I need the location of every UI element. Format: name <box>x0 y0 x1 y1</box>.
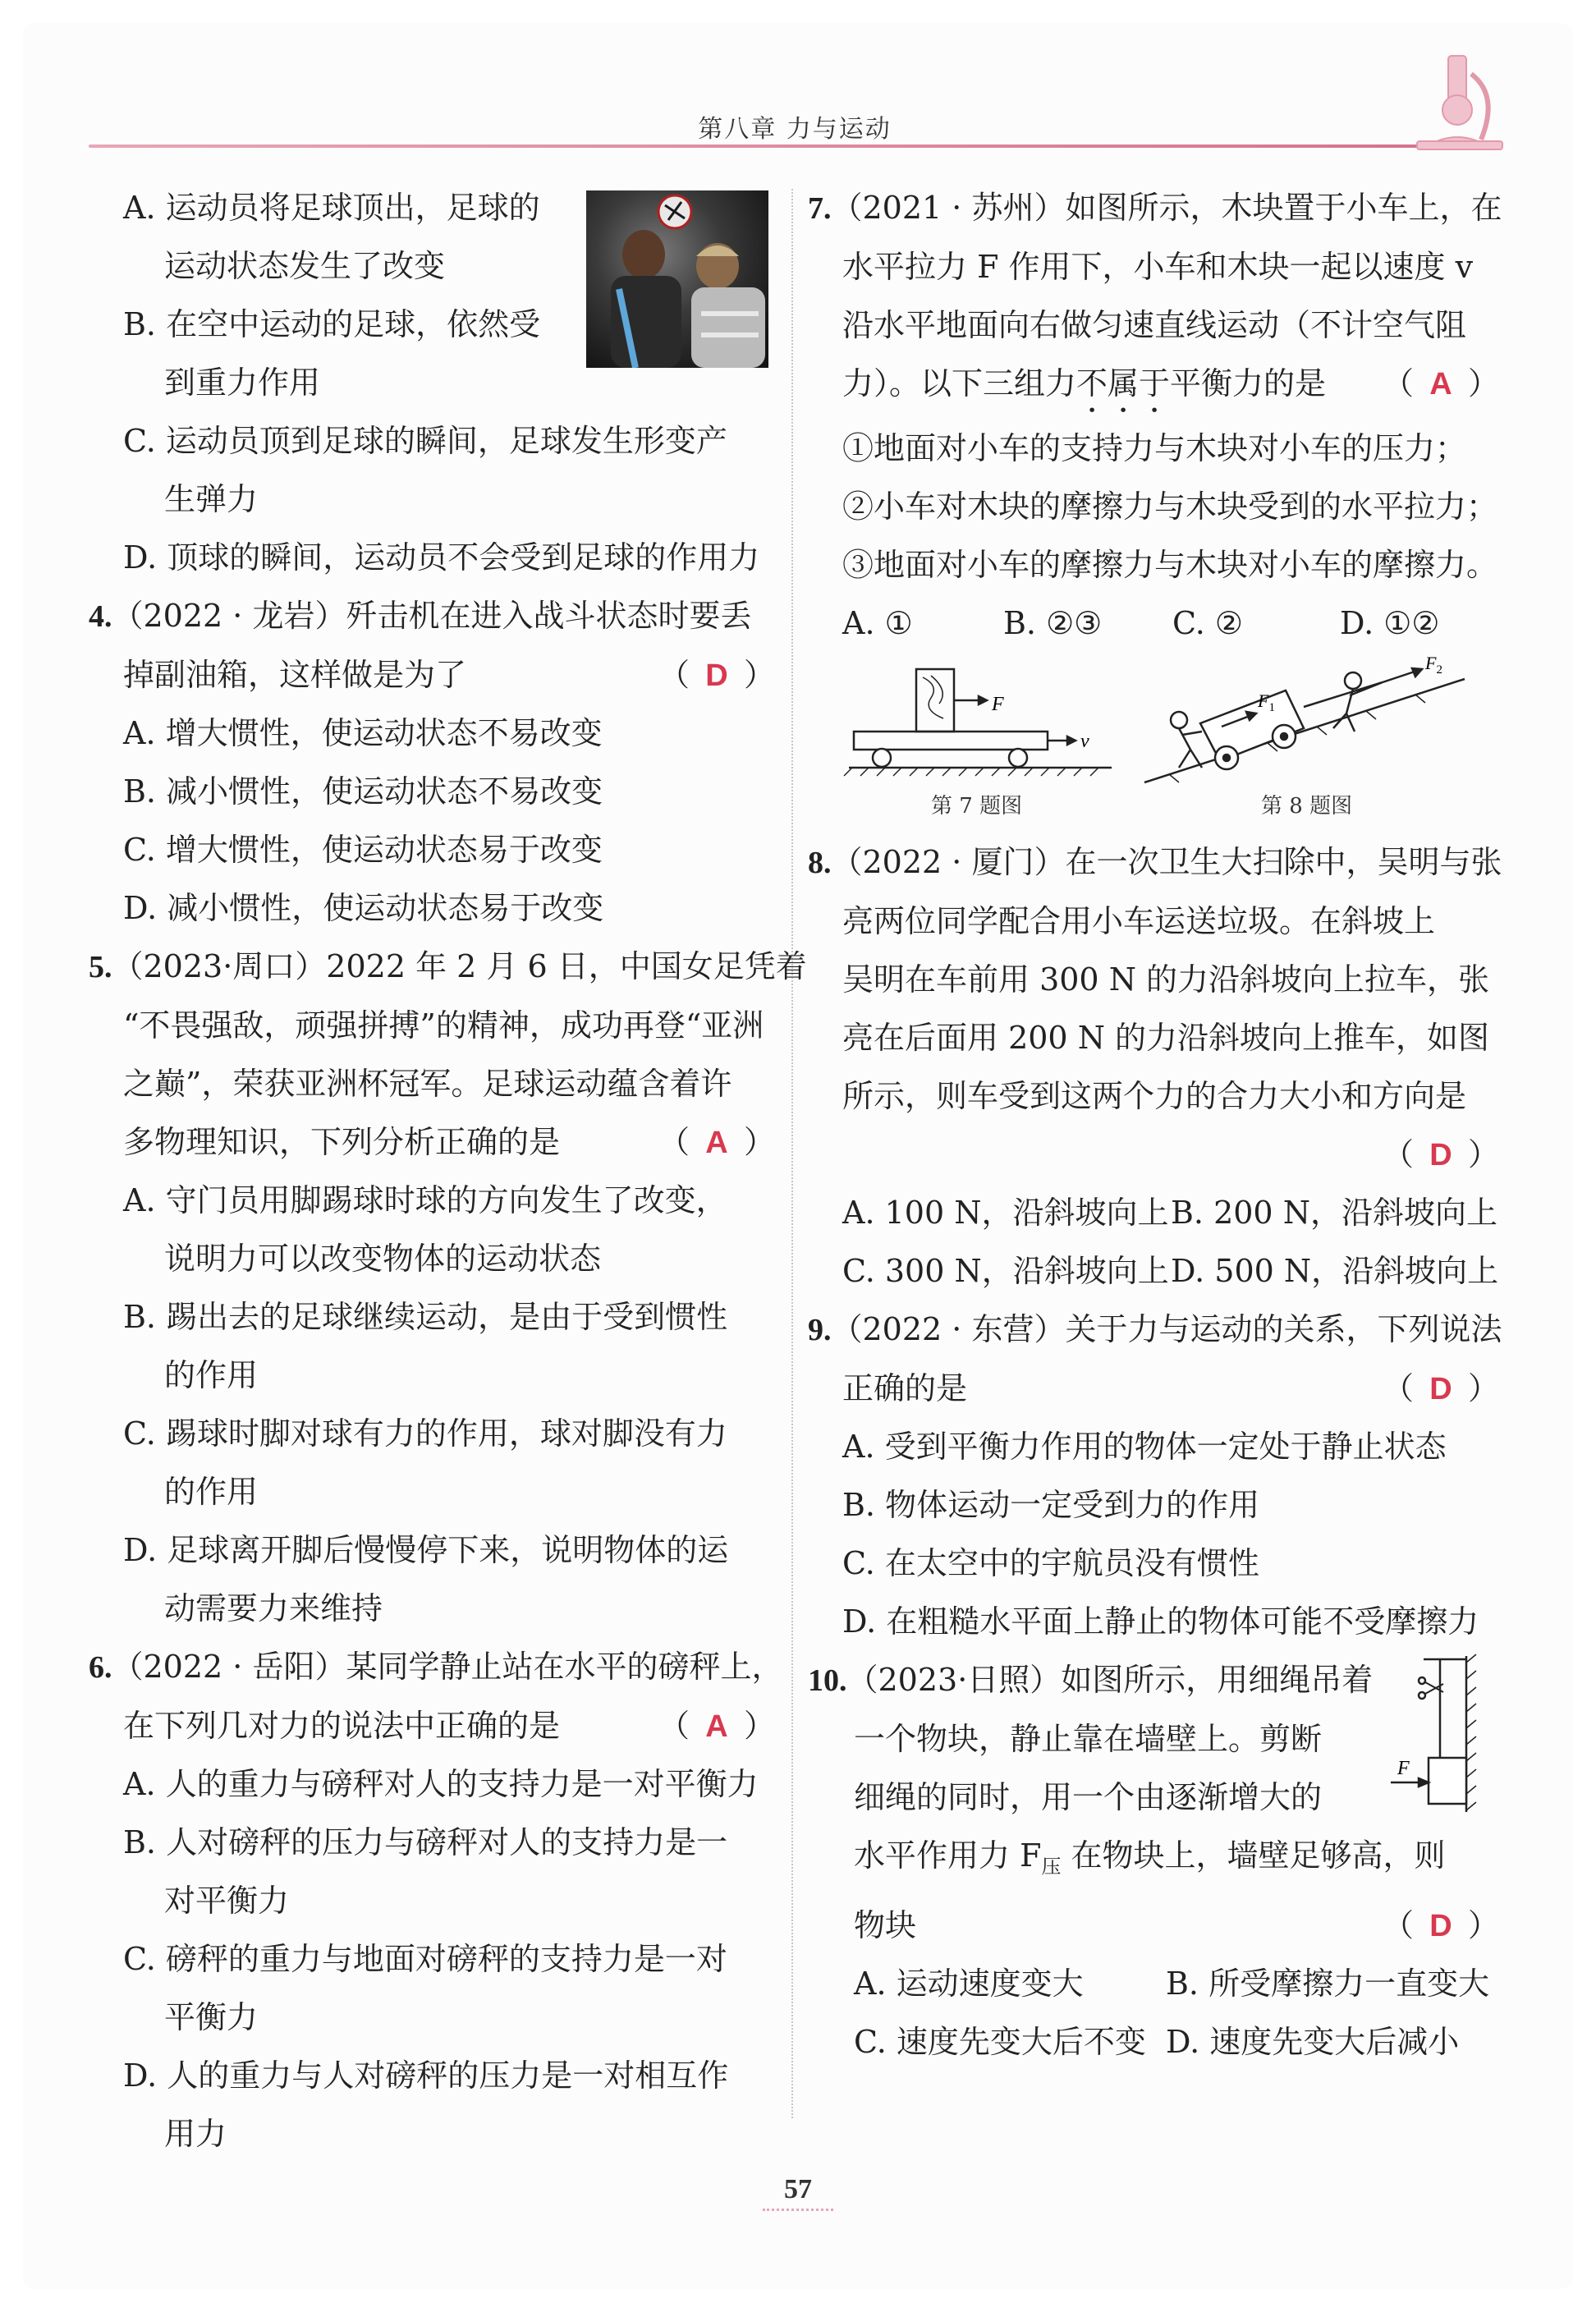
option-cont: 平衡力 <box>164 1999 259 2035</box>
figure-8-caption: 第 8 题图 <box>1261 794 1353 819</box>
option: C. 踢球时脚对球有力的作用，球对脚没有力 <box>123 1415 727 1452</box>
question-text: （2022 · 厦门）在一次卫生大扫除中，吴明与张 <box>831 844 1502 880</box>
question-text: 水平拉力 F 作用下，小车和木块一起以速度 v <box>842 249 1474 285</box>
option-cont: 对平衡力 <box>164 1883 290 1919</box>
question-number: 7. <box>808 191 832 226</box>
q3-option-c-cont: 生弹力 <box>164 481 259 517</box>
question-text: 力）。以下三组力 <box>842 365 1077 401</box>
svg-text:F1 <box>1257 690 1275 714</box>
question-text: 多物理知识，下列分析正确的是 <box>123 1124 561 1160</box>
option-cont: 用力 <box>164 2116 227 2152</box>
answer-letter: D <box>1429 1138 1452 1172</box>
answer-box: （ A ） <box>1383 355 1499 414</box>
force-label-F2: F <box>1425 653 1437 673</box>
column-divider <box>791 189 793 2118</box>
option: D. 在粗糙水平面上静止的物体可能不受摩擦力 <box>842 1603 1479 1640</box>
question-text: “不畏强敌，顽强拼搏”的精神，成功再登“亚洲 <box>123 1007 764 1044</box>
microscope-icon <box>1402 49 1517 156</box>
left-column <box>89 179 807 2163</box>
question-text: 亮在后面用 200 N 的力沿斜坡向上推车，如图 <box>842 1020 1490 1056</box>
cart-block-figure <box>844 669 1112 776</box>
right-column <box>808 179 1502 2071</box>
answer-letter: A <box>705 1126 728 1160</box>
q3-option-a: A. 运动员将足球顶出，足球的 <box>123 190 540 226</box>
option: B. 减小惯性，使运动状态不易改变 <box>123 773 603 810</box>
chapter-title: 第八章 力与运动 <box>698 115 892 144</box>
choice: D. 速度先变大后减小 <box>1166 2023 1460 2060</box>
figures-7-8 <box>808 653 1499 833</box>
question-text: 吴明在车前用 300 N 的力沿斜坡向上拉车，张 <box>842 961 1490 998</box>
choice: C. ② <box>1172 605 1243 641</box>
question-text: （2023·周口）2022 年 2 月 6 日，中国女足凭着 <box>112 948 807 984</box>
page-number: 57 <box>763 2171 833 2211</box>
option: B. 人对磅秤的压力与磅秤对人的支持力是一 <box>123 1824 728 1860</box>
q3-option-b: B. 在空中运动的足球，依然受 <box>123 306 541 342</box>
page-header <box>89 105 1501 148</box>
option: C. 增大惯性，使运动状态易于改变 <box>123 832 603 868</box>
svg-text:F2 <box>1424 653 1442 677</box>
option: D. 减小惯性，使运动状态易于改变 <box>123 890 604 926</box>
choice: A. 运动速度变大 <box>854 1965 1084 2002</box>
force-label-F: F <box>992 694 1004 715</box>
force-label-F1-subscript: 1 <box>1268 701 1275 714</box>
figures-svg <box>808 653 1499 792</box>
figure-7-caption: 第 7 题图 <box>931 794 1023 819</box>
question-number: 8. <box>808 846 832 880</box>
option: B. 踢出去的足球继续运动，是由于受到惯性 <box>123 1299 728 1335</box>
option: A. 增大惯性，使运动状态不易改变 <box>123 715 603 751</box>
force-label-F: F <box>1397 1758 1410 1779</box>
answer-box: （ A ） <box>658 1113 775 1172</box>
question-text: 正确的是 <box>842 1370 968 1406</box>
option: B. 物体运动一定受到力的作用 <box>842 1487 1260 1523</box>
question-text: 亮两位同学配合用小车运送垃圾。在斜坡上 <box>842 903 1436 939</box>
question-text: （2021 · 苏州）如图所示，木块置于小车上，在 <box>831 190 1502 226</box>
question-8 <box>808 833 1502 1300</box>
question-text: 掉副油箱，这样做是为了 <box>123 657 467 693</box>
question-text: 在下列几对力的说法中正确的是 <box>123 1708 561 1744</box>
option-cont: 的作用 <box>164 1357 259 1393</box>
answer-letter: D <box>1429 1908 1452 1943</box>
q8-choices-row <box>808 1242 1499 1300</box>
choice: B. 所受摩擦力一直变大 <box>1166 1965 1490 2002</box>
choice: B. ②③ <box>1003 605 1103 641</box>
answer-box: （ D ） <box>1383 1126 1499 1185</box>
question-text: 水平作用力 F <box>854 1837 1042 1874</box>
q3-option-c: C. 运动员顶到足球的瞬间，足球发生形变产 <box>123 423 727 459</box>
q3-option-b-cont: 到重力作用 <box>164 365 321 401</box>
force-label-F1: F <box>1258 690 1269 711</box>
question-text: （2022 · 龙岩）歼击机在进入战斗状态时要丢 <box>112 598 752 634</box>
q10-choices-row <box>808 1955 1499 2013</box>
question-number: 6. <box>89 1650 112 1685</box>
answer-box: （ D ） <box>1383 1360 1499 1419</box>
question-9 <box>808 1300 1502 1651</box>
option: D. 人的重力与人对磅秤的压力是一对相互作 <box>123 2057 729 2094</box>
option-cont: 的作用 <box>164 1474 259 1510</box>
choice: A. ① <box>842 605 913 641</box>
option: D. 足球离开脚后慢慢停下来，说明物体的运 <box>123 1532 729 1568</box>
answer-box: （ D ） <box>658 646 775 705</box>
question-text: 一个物块，静止靠在墙壁上。剪断 <box>854 1721 1323 1757</box>
question-7 <box>808 179 1502 653</box>
choice: B. 200 N，沿斜坡向上 <box>1171 1195 1497 1231</box>
option-cont: 说明力可以改变物体的运动状态 <box>164 1241 602 1277</box>
question-10 <box>808 1651 1499 2071</box>
emphasis-text: 不属于 <box>1076 365 1171 401</box>
answer-letter: D <box>705 658 728 693</box>
option: C. 磅秤的重力与地面对磅秤的支持力是一对 <box>123 1941 727 1977</box>
header-rule <box>89 144 1501 148</box>
choice: D. ①② <box>1340 605 1440 641</box>
q3-options <box>89 179 775 587</box>
choice: C. 300 N，沿斜坡向上 <box>842 1253 1169 1289</box>
q10-choices-row <box>808 2013 1499 2071</box>
choice: A. 100 N，沿斜坡向上 <box>842 1195 1169 1231</box>
option: A. 受到平衡力作用的物体一定处于静止状态 <box>842 1429 1447 1465</box>
statement-item: ②小车对木块的摩擦力与木块受到的水平拉力； <box>842 489 1498 525</box>
question-text: （2022 · 东营）关于力与运动的关系，下列说法 <box>831 1311 1502 1347</box>
option: A. 守门员用脚踢球时球的方向发生了改变， <box>123 1182 727 1218</box>
velocity-label-v: v <box>1080 731 1089 752</box>
question-4 <box>89 587 775 938</box>
question-number: 9. <box>808 1313 832 1347</box>
question-text: 之巅”，荣获亚洲杯冠军。足球运动蕴含着许 <box>123 1066 732 1102</box>
question-text: 在物块上，墙壁足够高，则 <box>1061 1837 1446 1874</box>
q3-option-d: D. 顶球的瞬间，运动员不会受到足球的作用力 <box>123 539 760 576</box>
question-6 <box>89 1638 783 2163</box>
question-text: （2023·日照）如图所示，用细绳吊着 <box>846 1662 1374 1698</box>
q8-choices-row <box>808 1184 1499 1242</box>
choice: C. 速度先变大后不变 <box>854 2023 1146 2060</box>
answer-letter: A <box>705 1709 728 1744</box>
subscript: 压 <box>1041 1855 1062 1878</box>
question-text: 沿水平地面向右做匀速直线运动（不计空气阻 <box>842 307 1467 343</box>
question-5 <box>89 938 807 1638</box>
option: C. 在太空中的宇航员没有惯性 <box>842 1545 1259 1581</box>
question-number: 10. <box>808 1663 847 1698</box>
answer-letter: D <box>1429 1372 1452 1406</box>
option-cont: 动需要力来维持 <box>164 1590 383 1626</box>
question-text: 细绳的同时，用一个由逐渐增大的 <box>854 1779 1323 1815</box>
answer-box: （ A ） <box>658 1697 775 1756</box>
question-text: 所示，则车受到这两个力的合力大小和方向是 <box>842 1078 1467 1114</box>
question-text: 物块 <box>854 1906 917 1943</box>
page-footer <box>0 2171 1596 2211</box>
q3-option-a-cont: 运动状态发生了改变 <box>164 248 446 284</box>
question-text: 平衡力的是 <box>1170 365 1327 401</box>
q7-choices <box>808 594 1499 653</box>
statement-item: ③地面对小车的摩擦力与木块对小车的摩擦力。 <box>842 547 1498 583</box>
answer-letter: A <box>1429 367 1452 401</box>
choice: D. 500 N，沿斜坡向上 <box>1171 1253 1499 1289</box>
answer-box: （ D ） <box>1383 1897 1499 1956</box>
question-text: （2022 · 岳阳）某同学静止站在水平的磅秤上， <box>112 1649 783 1685</box>
question-number: 4. <box>89 599 112 634</box>
option: A. 人的重力与磅秤对人的支持力是一对平衡力 <box>123 1766 759 1802</box>
question-number: 5. <box>89 950 112 984</box>
force-label-F2-subscript: 2 <box>1436 663 1442 677</box>
statement-item: ①地面对小车的支持力与木块对小车的压力； <box>842 430 1467 466</box>
slope-cart-figure <box>1144 668 1481 782</box>
